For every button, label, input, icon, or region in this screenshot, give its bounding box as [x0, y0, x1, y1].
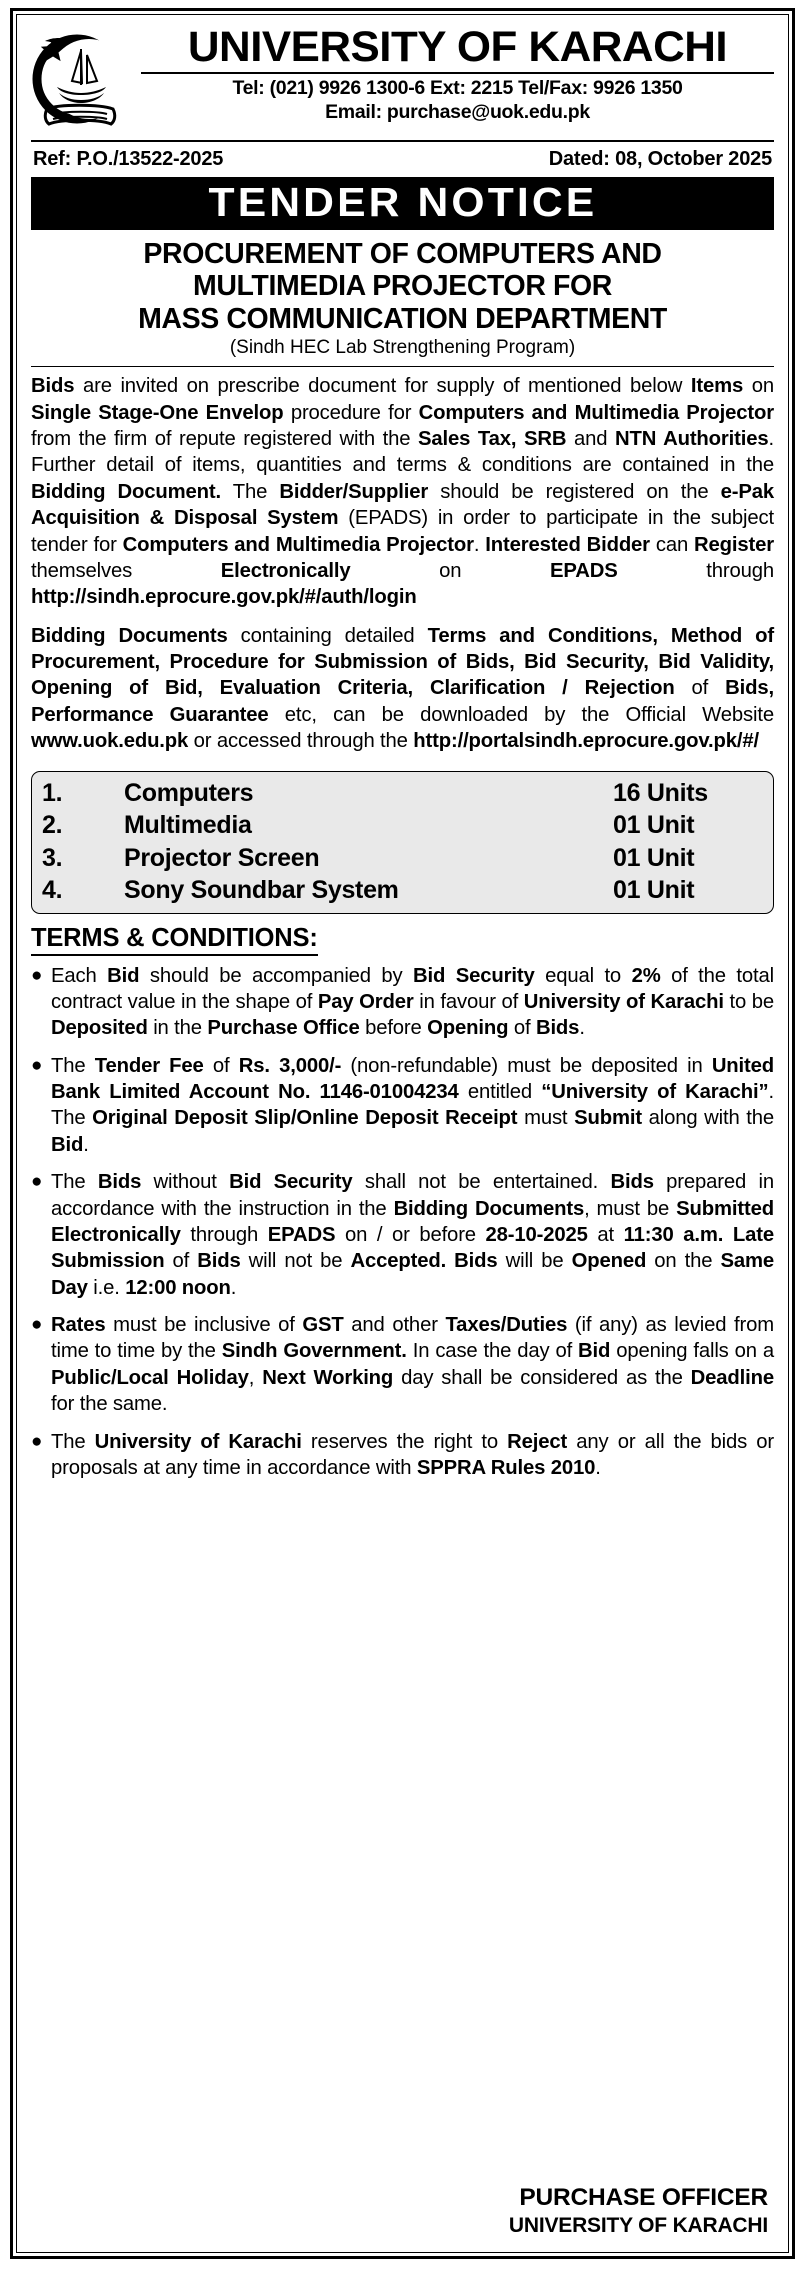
reference-row	[31, 142, 774, 177]
item-number: 4.	[42, 876, 63, 904]
item-name: Projector Screen	[124, 843, 320, 872]
item-name: Computers	[124, 778, 254, 807]
list-item	[31, 1053, 774, 1159]
signature-block	[31, 2184, 774, 2242]
list-item	[31, 1429, 774, 1482]
item-quantity: 01 Unit	[613, 811, 695, 839]
reference-number: Ref: P.O./13522-2025	[33, 148, 224, 170]
item-name: Sony Soundbar System	[124, 876, 399, 904]
bullet-icon: ●	[31, 1314, 43, 1335]
email-line: Email: purchase@uok.edu.pk	[325, 100, 590, 123]
items-table	[31, 771, 774, 914]
bullet-icon: ●	[31, 1054, 43, 1076]
item-quantity: 01 Unit	[613, 876, 695, 904]
item-quantity: 16 Units	[613, 778, 708, 807]
item-name: Multimedia	[124, 811, 252, 839]
term-text: The University of Karachi reserves the right to Reject any or all the bids or proposals at any time in accordance with SPPRA Rules 2010.	[51, 1430, 774, 1479]
item-number: 1.	[42, 778, 63, 807]
list-item	[31, 1312, 774, 1418]
item-number: 2.	[42, 811, 63, 839]
terms-list	[31, 963, 774, 1482]
bidding-documents-paragraph: Bidding Documents containing detailed Terms and Conditions, Method of Procurement, Procedure for Submission of Bids, Bid Security, Bid Validity, Opening of Bid, Evaluation Criteria, Clarification / Rejection of Bids, Performance Guarantee etc, can be downloaded by the Official Website www.uok.edu.pk or accessed through the http://portalsindh.eprocure.gov.pk/#/	[31, 624, 774, 753]
subject-divider	[31, 366, 774, 367]
term-text: Rates must be inclusive of GST and other Taxes/Duties (if any) as levied from time to time by the Sindh Government. In case the day of Bid opening falls on a Public/Local Holiday, Next Working day shall be considered as the Deadline for the same.	[51, 1314, 774, 1416]
university-name: UNIVERSITY OF KARACHI	[187, 23, 728, 71]
subject-line-2: MULTIMEDIA PROJECTOR FOR	[193, 270, 612, 303]
inner-border	[16, 14, 789, 2253]
table-row	[42, 809, 763, 842]
list-item	[31, 963, 774, 1042]
intro-paragraph: Bids are invited on prescribe document for supply of mentioned below Items on Single Stage-One Envelop procedure for Computers and Multimedia Projector from the firm of repute registered with the Sales Tax, SRB and NTN Authorities. Further detail of items, quantities and terms & conditions are contained in the Bidding Document. The Bidder/Supplier should be registered on the e-Pak Acquisition & Disposal System (EPADS) in order to participate in the subject tender for Computers and Multimedia Projector. Interested Bidder can Register themselves Electronically on EPADS through http://sindh.eprocure.gov.pk/#/auth/login	[31, 375, 774, 609]
bullet-icon: ●	[31, 1430, 43, 1452]
term-text: The Tender Fee of Rs. 3,000/- (non-refundable) must be deposited in United Bank Limited Account No. 1146-01004234 entitled “University of Karachi”. The Original Deposit Slip/Online Deposit Receipt must Submit along with the Bid.	[51, 1054, 775, 1156]
table-row	[42, 874, 763, 907]
header-divider	[141, 72, 774, 74]
subject-line-3: MASS COMMUNICATION DEPARTMENT	[138, 302, 667, 335]
list-item	[31, 1169, 774, 1301]
terms-heading: TERMS & CONDITIONS:	[31, 924, 318, 956]
letterhead	[31, 23, 774, 133]
bullet-icon: ●	[31, 1171, 43, 1193]
table-row	[42, 842, 763, 875]
subject-line-1: PROCUREMENT OF COMPUTERS AND	[143, 238, 662, 270]
signatory-organisation: UNIVERSITY OF KARACHI	[508, 2213, 768, 2237]
term-text: The Bids without Bid Security shall not be entertained. Bids prepared in accordance with the instruction in the Bidding Documents, must be Submitted Electronically through EPADS on / or before 28-10-2025 at 11:30 a.m. Late Submission of Bids will not be Accepted. Bids will be Opened on the Same Day i.e. 12:00 noon.	[51, 1171, 774, 1299]
program-subtitle: (Sindh HEC Lab Strengthening Program)	[229, 337, 576, 359]
outer-border	[10, 8, 795, 2259]
term-text: Each Bid should be accompanied by Bid Security equal to 2% of the total contract value in the shape of Pay Order in favour of University of Karachi to be Deposited in the Purchase Office before Opening of Bids.	[51, 964, 774, 1040]
notice-subject-title	[31, 238, 774, 335]
item-number: 3.	[42, 843, 63, 872]
telephone-line: Tel: (021) 9926 1300-6 Ext: 2215 Tel/Fax: 9926 1350	[232, 76, 683, 99]
signatory-title: PURCHASE OFFICER	[519, 2184, 768, 2212]
table-row	[42, 777, 763, 810]
notice-date: Dated: 08, October 2025	[548, 148, 772, 170]
tender-notice-label: TENDER NOTICE	[208, 179, 597, 225]
university-crest-icon	[31, 25, 135, 133]
terms-section	[31, 922, 774, 1493]
item-quantity: 01 Unit	[613, 843, 695, 872]
tender-notice-banner	[31, 177, 774, 230]
bullet-icon: ●	[31, 964, 43, 986]
